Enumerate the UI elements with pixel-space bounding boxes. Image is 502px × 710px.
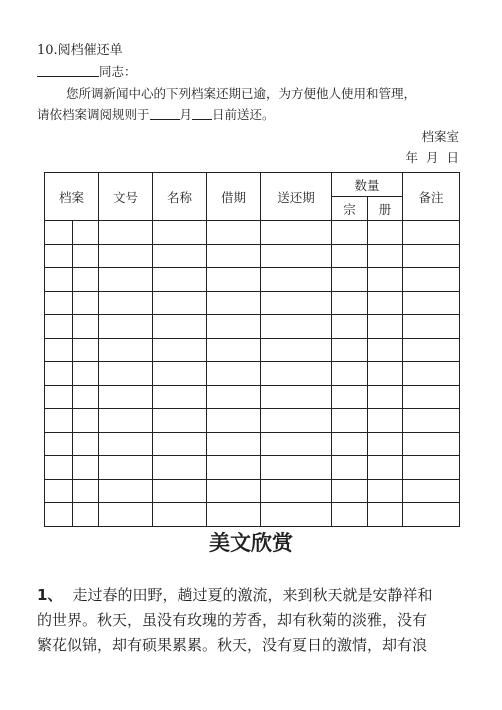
table-cell[interactable] — [99, 338, 153, 362]
table-cell[interactable] — [99, 221, 153, 245]
table-row — [45, 385, 460, 409]
header-name: 名称 — [153, 173, 207, 221]
table-cell[interactable] — [73, 409, 99, 433]
table-cell[interactable] — [99, 432, 153, 456]
table-cell[interactable] — [45, 456, 73, 480]
table-cell[interactable] — [261, 315, 332, 339]
table-cell[interactable] — [207, 221, 261, 245]
table-cell[interactable] — [153, 385, 207, 409]
table-cell[interactable] — [332, 244, 368, 268]
table-cell[interactable] — [368, 432, 403, 456]
table-row — [45, 291, 460, 315]
table-cell[interactable] — [45, 432, 73, 456]
table-cell[interactable] — [403, 268, 460, 292]
table-cell[interactable] — [368, 362, 403, 386]
table-cell[interactable] — [261, 432, 332, 456]
table-cell[interactable] — [332, 409, 368, 433]
salutation: 同志： — [99, 64, 137, 79]
table-cell[interactable] — [332, 268, 368, 292]
table-cell[interactable] — [261, 385, 332, 409]
table-cell[interactable] — [368, 456, 403, 480]
name-blank[interactable] — [37, 64, 99, 77]
table-row — [45, 315, 460, 339]
table-cell[interactable] — [207, 409, 261, 433]
table-cell[interactable] — [99, 268, 153, 292]
table-cell[interactable] — [99, 456, 153, 480]
table-cell[interactable] — [207, 385, 261, 409]
table-cell[interactable] — [261, 291, 332, 315]
table-cell[interactable] — [73, 268, 99, 292]
table-cell[interactable] — [153, 268, 207, 292]
table-cell[interactable] — [45, 385, 73, 409]
header-borrow-date: 借期 — [207, 173, 261, 221]
table-row — [45, 362, 460, 386]
table-cell[interactable] — [403, 221, 460, 245]
table-cell[interactable] — [261, 244, 332, 268]
table-cell[interactable] — [99, 385, 153, 409]
table-cell[interactable] — [45, 315, 73, 339]
table-cell[interactable] — [207, 315, 261, 339]
table-row — [45, 456, 460, 480]
table-cell[interactable] — [207, 268, 261, 292]
table-cell[interactable] — [261, 268, 332, 292]
table-cell[interactable] — [73, 338, 99, 362]
table-cell[interactable] — [332, 362, 368, 386]
table-cell[interactable] — [99, 409, 153, 433]
table-cell[interactable] — [45, 291, 73, 315]
table-cell[interactable] — [73, 432, 99, 456]
table-row — [45, 503, 460, 527]
table-row — [45, 409, 460, 433]
table-cell[interactable] — [153, 244, 207, 268]
table-cell[interactable] — [332, 479, 368, 503]
table-cell[interactable] — [332, 291, 368, 315]
essay-heading: 美文欣赏 — [209, 531, 293, 555]
table-cell[interactable] — [368, 291, 403, 315]
table-cell[interactable] — [153, 315, 207, 339]
table-cell[interactable] — [403, 362, 460, 386]
table-cell[interactable] — [261, 503, 332, 527]
table-cell[interactable] — [261, 362, 332, 386]
table-cell[interactable] — [99, 503, 153, 527]
table-cell[interactable] — [73, 291, 99, 315]
table-cell[interactable] — [403, 385, 460, 409]
table-row — [45, 221, 460, 245]
notice-text-a: 请依档案调阅规则于 — [37, 107, 150, 122]
header-archive: 档案 — [45, 173, 99, 221]
table-cell[interactable] — [403, 479, 460, 503]
table-cell[interactable] — [207, 503, 261, 527]
table-cell[interactable] — [403, 432, 460, 456]
table-cell[interactable] — [368, 479, 403, 503]
table-cell[interactable] — [403, 244, 460, 268]
essay-number: 1、 — [37, 586, 63, 604]
table-cell[interactable] — [73, 479, 99, 503]
table-cell[interactable] — [45, 268, 73, 292]
table-cell[interactable] — [153, 221, 207, 245]
table-cell[interactable] — [368, 338, 403, 362]
essay-paragraph — [37, 583, 467, 658]
table-cell[interactable] — [403, 456, 460, 480]
table-cell[interactable] — [73, 385, 99, 409]
table-cell[interactable] — [403, 503, 460, 527]
table-cell[interactable] — [368, 221, 403, 245]
table-cell[interactable] — [332, 385, 368, 409]
table-cell[interactable] — [153, 456, 207, 480]
table-cell[interactable] — [45, 479, 73, 503]
overdue-archive-table — [44, 172, 460, 527]
table-cell[interactable] — [368, 268, 403, 292]
subheader-volume: 宗 — [332, 197, 368, 221]
table-cell[interactable] — [73, 315, 99, 339]
table-cell[interactable] — [73, 221, 99, 245]
table-cell[interactable] — [332, 221, 368, 245]
table-cell[interactable] — [207, 244, 261, 268]
archive-office-sign: 档案室 — [421, 129, 459, 144]
table-cell[interactable] — [207, 362, 261, 386]
table-cell[interactable] — [99, 244, 153, 268]
month-label: 月 — [179, 107, 193, 122]
day-label: 日前送还。 — [212, 107, 275, 122]
table-cell[interactable] — [207, 432, 261, 456]
addressee-line — [37, 62, 137, 80]
table-cell[interactable] — [261, 456, 332, 480]
table-cell[interactable] — [153, 409, 207, 433]
table-row — [45, 432, 460, 456]
notice-line-1: 您所调新闻中心的下列档案还期已逾，为方便他人使用和管理， — [66, 86, 417, 101]
table-cell[interactable] — [332, 315, 368, 339]
table-cell[interactable] — [73, 456, 99, 480]
table-cell[interactable] — [403, 338, 460, 362]
table-row — [45, 479, 460, 503]
table-cell[interactable] — [99, 291, 153, 315]
table-cell[interactable] — [153, 503, 207, 527]
table-cell[interactable] — [45, 244, 73, 268]
essay-line: 的世界。秋天，虽没有玫瑰的芳香，却有秋菊的淡雅，没有 — [37, 611, 428, 629]
table-cell[interactable] — [403, 409, 460, 433]
table-cell[interactable] — [99, 479, 153, 503]
table-cell[interactable] — [332, 432, 368, 456]
table-row — [45, 338, 460, 362]
day-blank[interactable] — [192, 107, 212, 120]
table-cell[interactable] — [368, 244, 403, 268]
header-quantity: 数量 — [332, 173, 403, 197]
subheader-book: 册 — [368, 197, 403, 221]
table-row — [45, 244, 460, 268]
table-cell[interactable] — [45, 503, 73, 527]
table-cell[interactable] — [99, 315, 153, 339]
table-cell[interactable] — [73, 244, 99, 268]
table-cell[interactable] — [261, 409, 332, 433]
table-cell[interactable] — [368, 315, 403, 339]
table-cell[interactable] — [153, 338, 207, 362]
table-cell[interactable] — [45, 221, 73, 245]
table-cell[interactable] — [368, 503, 403, 527]
table-cell[interactable] — [261, 338, 332, 362]
header-remarks: 备注 — [403, 173, 460, 221]
table-row — [45, 268, 460, 292]
table-cell[interactable] — [73, 362, 99, 386]
table-cell[interactable] — [403, 291, 460, 315]
essay-line: 繁花似锦，却有硕果累累。秋天，没有夏日的激情，却有浪 — [37, 636, 428, 654]
header-return-date: 送还期 — [261, 173, 332, 221]
notice-line-2 — [37, 105, 275, 123]
table-cell[interactable] — [261, 479, 332, 503]
table-cell[interactable] — [368, 409, 403, 433]
table-cell[interactable] — [332, 456, 368, 480]
table-cell[interactable] — [207, 291, 261, 315]
table-cell[interactable] — [153, 479, 207, 503]
table-cell[interactable] — [73, 503, 99, 527]
table-cell[interactable] — [99, 362, 153, 386]
header-doc-number: 文号 — [99, 173, 153, 221]
table-cell[interactable] — [153, 432, 207, 456]
table-cell[interactable] — [45, 362, 73, 386]
table-cell[interactable] — [45, 338, 73, 362]
signature-date: 年 月 日 — [405, 150, 459, 165]
table-cell[interactable] — [368, 385, 403, 409]
table-cell[interactable] — [153, 362, 207, 386]
form-title: 10.阅档催还单 — [37, 43, 123, 58]
table-cell[interactable] — [261, 221, 332, 245]
table-cell[interactable] — [207, 456, 261, 480]
table-cell[interactable] — [332, 503, 368, 527]
table-cell[interactable] — [403, 315, 460, 339]
table-cell[interactable] — [45, 409, 73, 433]
table-cell[interactable] — [332, 338, 368, 362]
table-cell[interactable] — [153, 291, 207, 315]
table-cell[interactable] — [207, 338, 261, 362]
month-blank[interactable] — [150, 107, 180, 120]
table-cell[interactable] — [207, 479, 261, 503]
essay-line: 1、 走过春的田野，趟过夏的激流，来到秋天就是安静祥和 — [37, 586, 433, 604]
